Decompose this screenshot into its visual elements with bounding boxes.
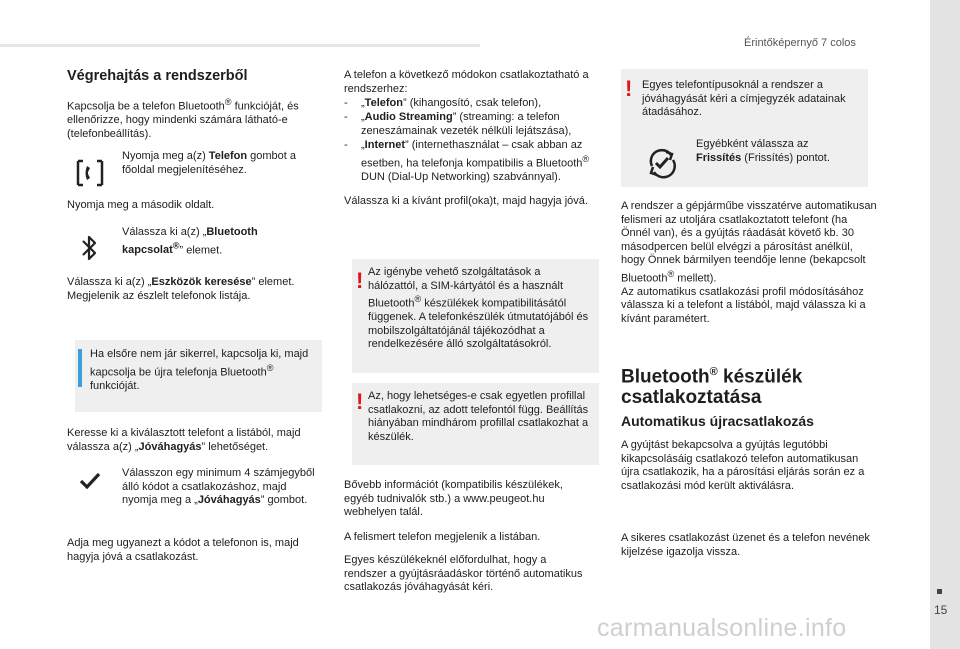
step-text: Egyébként válassza az Frissítés (Frissítés) pontot.: [696, 138, 830, 164]
paragraph: Nyomja meg a második oldalt.: [67, 199, 215, 211]
paragraph: Válassza ki a(z) „Eszközök keresése” elemet. Megjelenik az észlelt telefonok listája.: [67, 276, 295, 302]
warning-text: Az, hogy lehetséges-e csak egyetlen profillal csatlakozni, az adott telefontól függ. Beállítás hiányában mindhárom profillal csatlakozhat a készülék.: [368, 390, 589, 443]
step-text: Válasszon egy minimum 4 számjegyből álló kódot a csatlakozáshoz, majd nyomja meg a „Jóváhagyás” gombot.: [122, 467, 315, 506]
phone-icon: [75, 155, 105, 191]
list-dash: -: [344, 97, 348, 109]
list-dash: -: [344, 139, 348, 151]
section-heading: Bluetooth® készülék csatlakoztatása: [621, 366, 803, 409]
warning-icon: !: [356, 389, 364, 414]
header-title: Érintőképernyő 7 colos: [744, 37, 856, 49]
list-item: „Audio Streaming” (streaming: a telefon zeneszámainak vezeték nélküli lejátszása),: [361, 111, 572, 137]
paragraph: Adja meg ugyanezt a kódot a telefonon is, majd hagyja jóvá a csatlakozást.: [67, 537, 299, 563]
warning-icon: !: [625, 76, 633, 101]
step-text: Nyomja meg a(z) Telefon gombot a főoldal megjelenítéséhez.: [122, 150, 297, 176]
page-side-bar: [930, 0, 960, 649]
note-text: Ha elsőre nem jár sikerrel, kapcsolja ki, majd kapcsolja be újra telefonja Bluetooth® funkcióját.: [90, 348, 309, 392]
list-item: „Internet” (internethasználat – csak abban az esetben, ha telefonja kompatibilis a Bluetooth® DUN (Dial-Up Networking) szabvánnyal).: [361, 139, 590, 183]
checkmark-icon: [79, 472, 101, 490]
paragraph: A sikeres csatlakozást üzenet és a telefon nevének kijelzése igazolja vissza.: [621, 532, 870, 558]
step-text: Válassza ki a(z) „Bluetooth kapcsolat®” elemet.: [122, 226, 258, 257]
paragraph: A telefon a következő módokon csatlakoztatható a rendszerhez:: [344, 69, 589, 95]
paragraph: A rendszer a gépjárműbe visszatérve automatikusan felismeri az utoljára csatlakoztatott telefont (ha Önnél van), és a gyújtás ráadását követő kb. 30 másodpercen belül elvégzi a párosítást anélkül, hogy Önnek bármilyen teendője lenne (bekapcsolt Bluetooth® mellett). Az automatikus csatlakozási profil módosításához válassza ki a telefont a listából, majd válassza ki a kívánt paramétert.: [621, 200, 877, 325]
refresh-check-icon: [645, 146, 679, 180]
paragraph: Bővebb információt (kompatibilis készülékek, egyéb tudnivalók stb.) a www.peugeot.hu webhelyen talál.: [344, 479, 563, 518]
section-heading: Végrehajtás a rendszerből: [67, 68, 248, 84]
page-marker: [937, 589, 942, 594]
paragraph: Kapcsolja be a telefon Bluetooth® funkcióját, és ellenőrizze, hogy mindenki számára látható-e (telefonbeállítás).: [67, 97, 299, 140]
paragraph: A gyújtást bekapcsolva a gyújtás legutóbbi kikapcsolásáig csatlakozó telefon automatikusan újra csatlakozik, ha a párosítási eljárás során ez a csatlakozási mód került aktiválásra.: [621, 439, 865, 492]
list-item: „Telefon” (kihangosító, csak telefon),: [361, 97, 542, 109]
paragraph: Keresse ki a kiválasztott telefont a listából, majd válassza a(z) „Jóváhagyás” lehetőséget.: [67, 427, 301, 453]
page-number: 15: [934, 603, 948, 617]
watermark: carmanualsonline.info: [597, 614, 847, 642]
warning-text: Egyes telefontípusoknál a rendszer a jóváhagyását kéri a címjegyzék adatainak átadásához.: [642, 79, 846, 118]
list-dash: -: [344, 111, 348, 123]
warning-text: Az igénybe vehető szolgáltatások a hálózattól, a SIM-kártyától és a használt Bluetooth® készülékek kompatibilitásától függenek. A telefonkészülék útmutatójából és mobilszolgáltatójánál tájékozódhat a rendelkezésére álló szolgáltatásokról.: [368, 266, 589, 351]
warning-icon: !: [356, 268, 364, 293]
paragraph: A felismert telefon megjelenik a listában.: [344, 531, 541, 543]
paragraph: Válassza ki a kívánt profil(oka)t, majd hagyja jóvá.: [344, 195, 588, 207]
bluetooth-icon: [80, 233, 100, 263]
paragraph: Egyes készülékeknél előfordulhat, hogy a rendszer a gyújtásráadáskor történő automatikus csatlakozás jóváhagyását kéri.: [344, 554, 583, 593]
subsection-heading: Automatikus újracsatlakozás: [621, 413, 814, 429]
header-rule: [0, 44, 480, 47]
info-bar-icon: [78, 349, 82, 387]
